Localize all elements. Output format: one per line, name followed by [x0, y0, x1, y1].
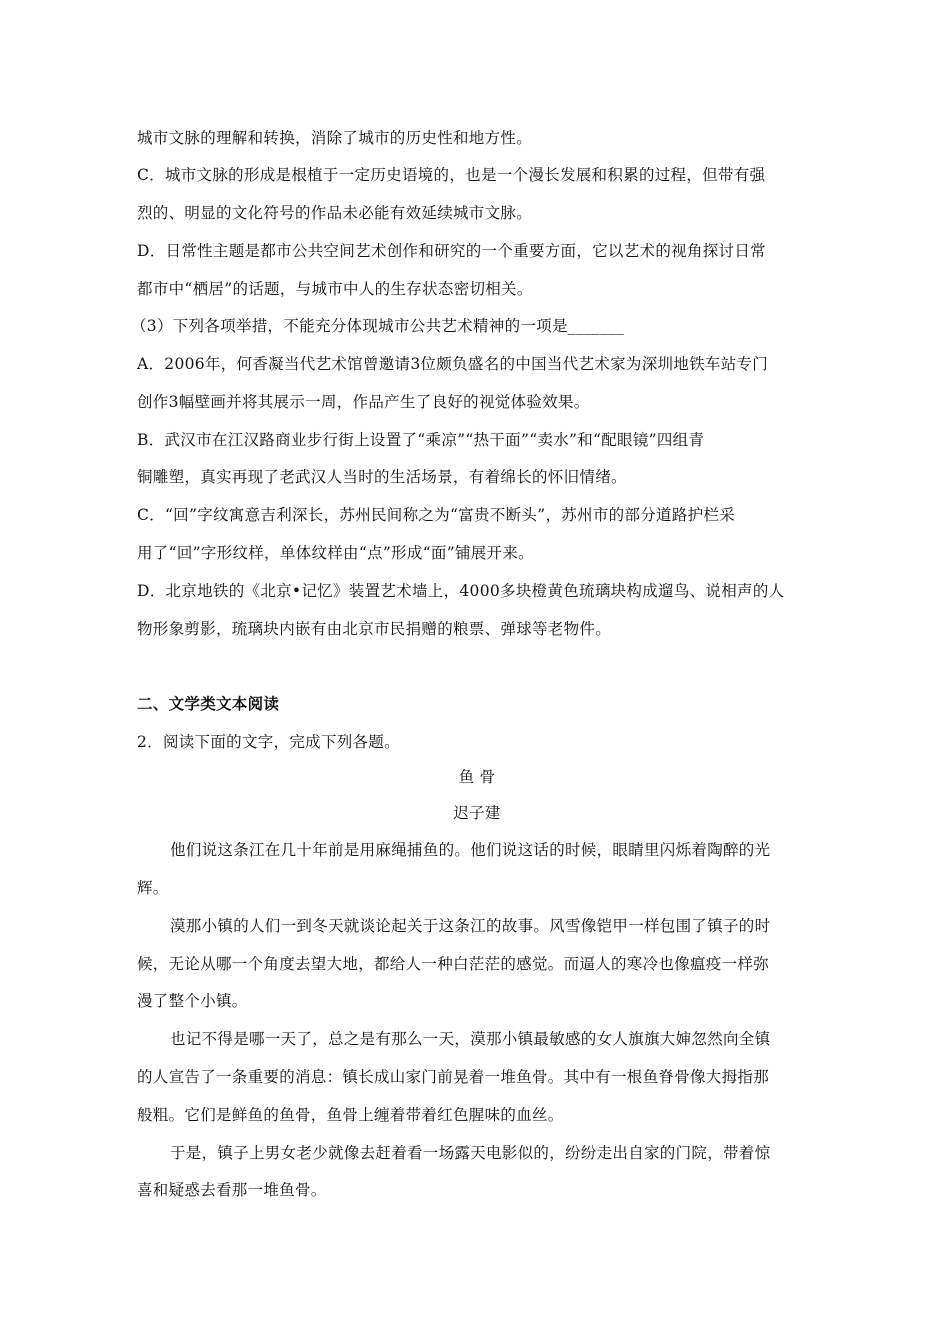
paragraph-line: 也记不得是哪一天了，总之是有那么一天，漠那小镇最敏感的女人旗旗大婶忽然向全镇: [170, 1030, 771, 1048]
text-line: 城市文脉的理解和转换，消除了城市的历史性和地方性。: [137, 129, 533, 147]
option-d-line-1: D．日常性主题是都市公共空间艺术创作和研究的一个重要方面，它以艺术的视角探讨日常: [137, 242, 766, 260]
option-d-line-2: 物形象剪影，琉璃块内嵌有由北京市民捐赠的粮票、弹球等老物件。: [137, 620, 612, 638]
option-c-line-2: 用了“回”字形纹样，单体纹样由“点”形成“面”铺展开来。: [137, 544, 534, 562]
paragraph-line: 他们说这条江在几十年前是用麻绳捕鱼的。他们说这话的时候，眼睛里闪烁着陶醉的光: [170, 841, 771, 859]
paragraph-line: 喜和疑惑去看那一堆鱼骨。: [137, 1181, 327, 1199]
paragraph-line: 的人宣告了一条重要的消息：镇长成山家门前晃着一堆鱼骨。其中有一根鱼脊骨像大拇指那: [137, 1068, 770, 1086]
paragraph-line: 漠那小镇的人们一到冬天就谈论起关于这条江的故事。风雪像铠甲一样包围了镇子的时: [170, 917, 771, 935]
option-d-line-2: 都市中“栖居”的话题，与城市中人的生存状态密切相关。: [137, 280, 533, 298]
option-c-line-1: C．城市文脉的形成是根植于一定历史语境的，也是一个漫长发展和积累的过程，但带有强: [137, 166, 766, 184]
paragraph-line: 般粗。它们是鲜鱼的鱼骨，鱼骨上缠着带着红色腥味的血丝。: [137, 1106, 564, 1124]
option-a-line-2: 创作3幅壁画并将其展示一周，作品产生了良好的视觉体验效果。: [137, 393, 590, 411]
option-b-line-2: 铜雕塑，真实再现了老武汉人当时的生活场景，有着绵长的怀旧情绪。: [137, 468, 627, 486]
story-author: 迟子建: [453, 804, 501, 822]
option-d-line-1: D．北京地铁的《北京•记忆》装置艺术墙上，4000多块橙黄色琉璃块构成遛鸟、说相声的人: [137, 582, 785, 600]
option-a-line-1: A．2006年，何香凝当代艺术馆曾邀请3位颇负盛名的中国当代艺术家为深圳地铁车站专门: [137, 355, 769, 373]
question-2: 2．阅读下面的文字，完成下列各题。: [137, 733, 400, 751]
option-c-line-2: 烈的、明显的文化符号的作品未必能有效延续城市文脉。: [137, 204, 533, 222]
paragraph-line: 于是，镇子上男女老少就像去赶着看一场露天电影似的，纷纷走出自家的门院，带着惊: [170, 1144, 771, 1162]
paragraph-line: 漫了整个小镇。: [137, 992, 248, 1010]
option-c-line-1: C．“回”字纹寓意吉利深长，苏州民间称之为“富贵不断头”，苏州市的部分道路护栏采: [137, 506, 736, 524]
paragraph-line: 候，无论从哪一个角度去望大地，都给人一种白茫茫的感觉。而逼人的寒冷也像瘟疫一样弥: [137, 955, 770, 973]
question-3: （3）下列各项举措，不能充分体现城市公共艺术精神的一项是_______: [131, 317, 625, 335]
section-heading: 二、文学类文本阅读: [137, 695, 280, 713]
paragraph-line: 辉。: [137, 879, 169, 897]
option-b-line-1: B．武汉市在江汉路商业步行街上设置了“乘凉”“热干面”“卖水”和“配眼镜”四组青: [137, 431, 705, 449]
story-title: 鱼 骨: [458, 768, 496, 786]
